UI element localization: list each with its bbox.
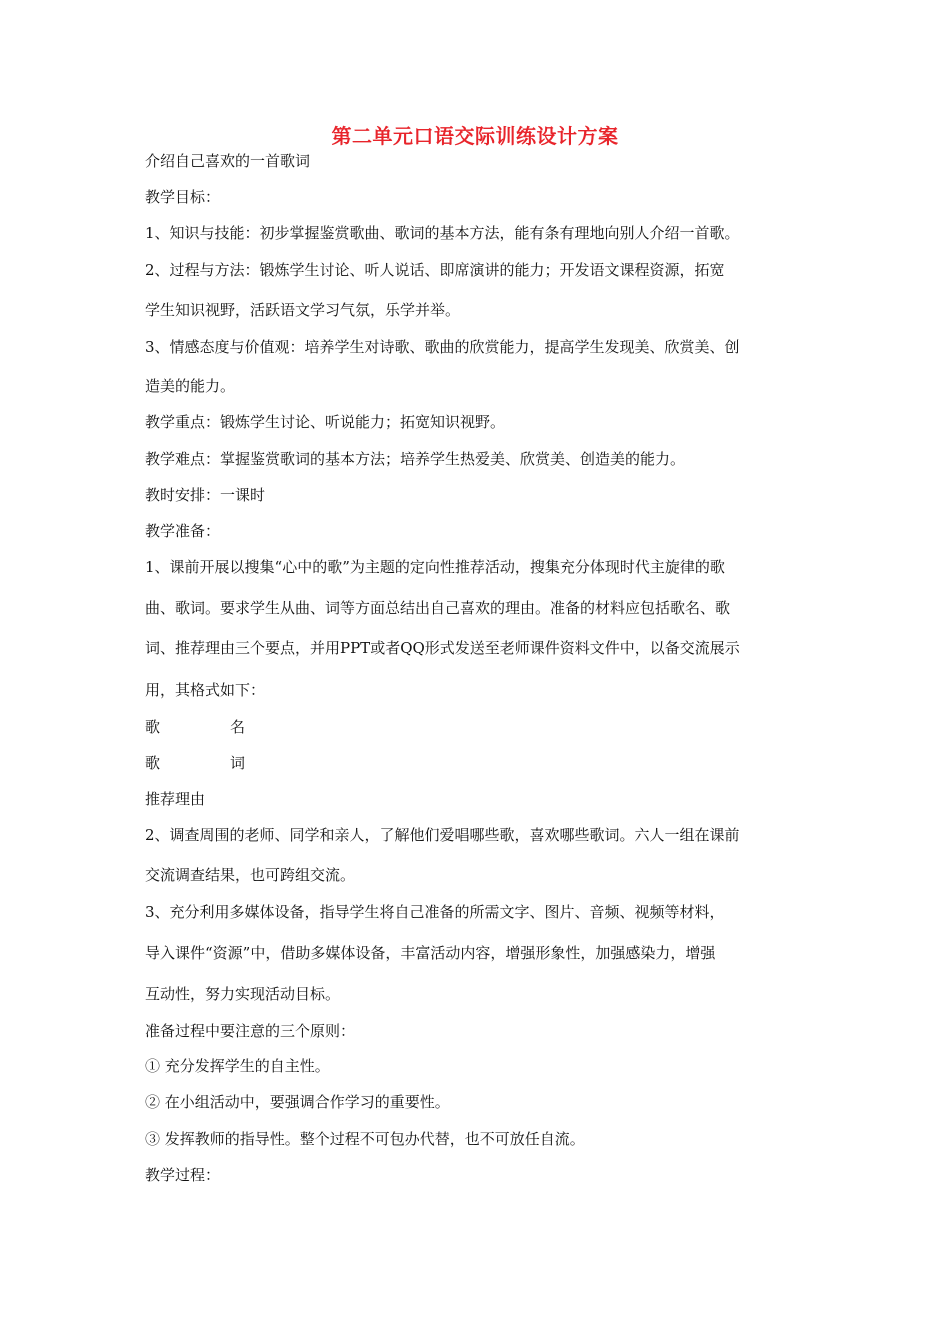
principle-item: ③ 发挥教师的指导性。整个过程不可包办代替，也不可放任自流。 [145,1130,585,1148]
document-title: 第二单元口语交际训练设计方案 [331,124,619,148]
paragraph-line: 造美的能力。 [145,377,236,395]
paragraph-line: 准备过程中要注意的三个原则： [145,1022,356,1040]
format-label-lyrics: 歌 [145,754,161,772]
paragraph-line: 交流调查结果，也可跨组交流。 [145,866,356,884]
section-heading-process: 教学过程： [145,1166,221,1184]
principle-item: ① 充分发挥学生的自主性。 [145,1057,330,1075]
section-heading-objectives: 教学目标： [145,188,221,206]
paragraph-line: 词、推荐理由三个要点，并用PPT或者QQ形式发送至老师课件资料文件中，以备交流展示 [145,639,740,657]
section-heading-preparation: 教学准备： [145,522,221,540]
paragraph-line: 用，其格式如下： [145,681,266,699]
paragraph-line: 曲、歌词。要求学生从曲、词等方面总结出自己喜欢的理由。准备的材料应包括歌名、歌 [145,599,731,617]
format-label-reason: 推荐理由 [145,790,206,808]
paragraph-line: 3、充分利用多媒体设备，指导学生将自己准备的所需文字、图片、音频、视频等材料， [145,903,725,921]
subtitle: 介绍自己喜欢的一首歌词 [145,152,311,170]
paragraph-line: 学生知识视野，活跃语文学习气氛，乐学并举。 [145,301,461,319]
paragraph-line: 3、情感态度与价值观：培养学生对诗歌、歌曲的欣赏能力，提高学生发现美、欣赏美、创 [145,338,740,356]
format-label-lyrics-char: 词 [230,754,246,772]
paragraph-line: 2、过程与方法：锻炼学生讨论、听人说话、即席演讲的能力；开发语文课程资源，拓宽 [145,261,725,279]
paragraph-line: 教学难点：掌握鉴赏歌词的基本方法；培养学生热爱美、欣赏美、创造美的能力。 [145,450,686,468]
paragraph-line: 1、课前开展以搜集“心中的歌”为主题的定向性推荐活动，搜集充分体现时代主旋律的歌 [145,558,725,576]
paragraph-line: 互动性，努力实现活动目标。 [145,985,341,1003]
paragraph-line: 2、调查周围的老师、同学和亲人，了解他们爱唱哪些歌，喜欢哪些歌词。六人一组在课前 [145,826,740,844]
principle-item: ② 在小组活动中，要强调合作学习的重要性。 [145,1093,450,1111]
format-label-song-title-char: 名 [230,718,246,736]
paragraph-line: 教学重点：锻炼学生讨论、听说能力；拓宽知识视野。 [145,413,506,431]
paragraph-line: 1、知识与技能：初步掌握鉴赏歌曲、歌词的基本方法，能有条有理地向别人介绍一首歌。 [145,224,740,242]
format-label-song-title: 歌 [145,718,161,736]
paragraph-line: 导入课件“资源”中，借助多媒体设备，丰富活动内容，增强形象性，加强感染力，增强 [145,944,716,962]
paragraph-line: 教时安排：一课时 [145,486,266,504]
